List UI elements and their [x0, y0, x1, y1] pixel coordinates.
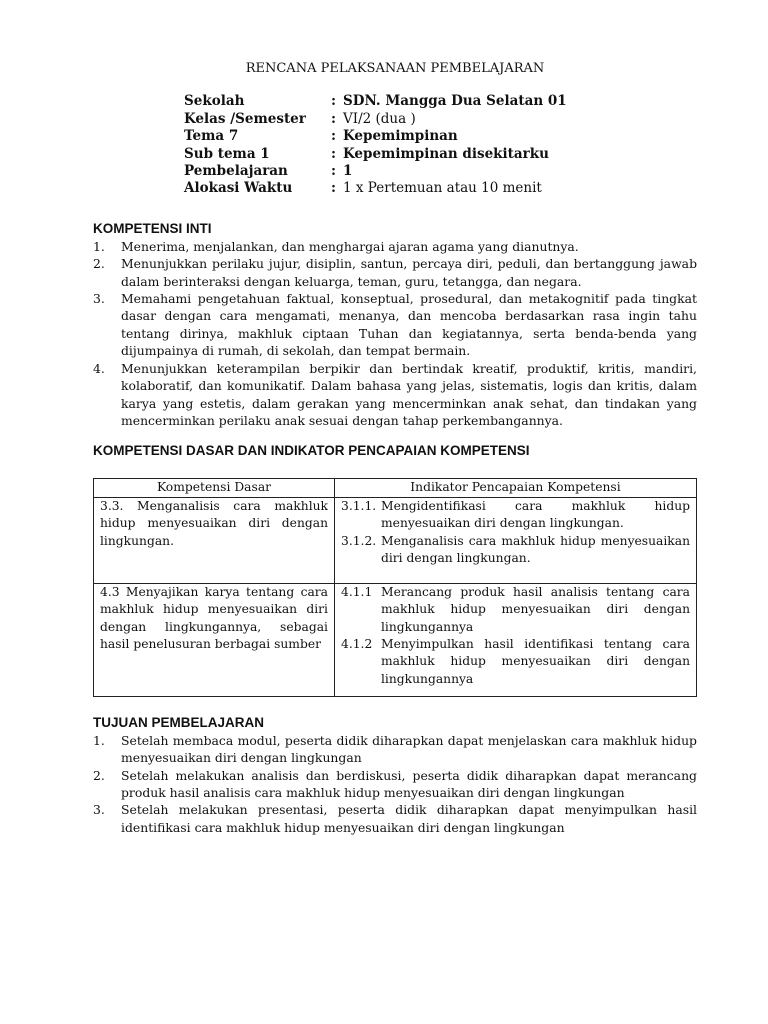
- item-text: Setelah membaca modul, peserta didik diharapkan dapat menjelaskan cara makhluk hidup menyesuaikan diri dengan lingkungan: [121, 732, 697, 766]
- indicator-code: 4.1.2: [341, 636, 373, 651]
- section-heading: KOMPETENSI INTI: [93, 220, 212, 236]
- identity-colon: :: [331, 93, 336, 110]
- identity-label: Sub tema 1: [184, 145, 270, 162]
- kompetensi-dasar-section: [93, 442, 697, 696]
- identity-row-lesson: [184, 163, 697, 180]
- document-title: RENCANA PELAKSANAAN PEMBELAJARAN: [245, 61, 545, 76]
- item-number: 3.: [93, 802, 105, 818]
- indicator-code: 3.1.1.: [341, 498, 377, 513]
- indicator-cell: [335, 497, 697, 583]
- list-item: [93, 255, 697, 290]
- identity-colon: :: [331, 110, 336, 127]
- identity-colon: :: [331, 145, 336, 162]
- identity-value: VI/2 (dua ): [343, 110, 416, 127]
- item-number: 1.: [93, 238, 105, 254]
- section-heading: KOMPETENSI DASAR DAN INDIKATOR PENCAPAIAN KOMPETENSI: [93, 443, 530, 459]
- identity-colon: :: [331, 128, 336, 145]
- item-number: 2.: [93, 256, 105, 272]
- table-header-row: [94, 479, 697, 497]
- item-text: Menunjukkan keterampilan berpikir dan bertindak kreatif, produktif, kritis, mandiri, kolaboratif, dan komunikatif. Dalam bahasa yang jelas, sistematis, logis dan kritis, dalam karya yang estetis, dalam gerakan yang mencerminkan anak sehat, dan tindakan yang mencerminkan perilaku anak sesuai dengan tahap perkembangannya.: [121, 360, 697, 428]
- indicator-code: 4.1.1: [341, 584, 373, 599]
- list-item: [93, 767, 697, 802]
- kompetensi-table: [93, 478, 697, 696]
- list-item: [93, 238, 697, 255]
- list-item: [93, 801, 697, 836]
- identity-value: SDN. Mangga Dua Selatan 01: [343, 93, 567, 110]
- list-item: [93, 360, 697, 430]
- document-page: [93, 60, 697, 836]
- indicator-cell: [335, 583, 697, 696]
- identity-row-school: [184, 93, 697, 110]
- item-text: Menerima, menjalankan, dan menghargai ajaran agama yang dianutnya.: [121, 238, 579, 254]
- indicator-text: Menganalisis cara makhluk hidup menyesuaikan diri dengan lingkungan.: [381, 533, 690, 565]
- identity-label: Tema 7: [184, 128, 239, 145]
- identity-value: Kepemimpinan disekitarku: [343, 145, 549, 162]
- item-number: 1.: [93, 732, 105, 748]
- item-text: Memahami pengetahuan faktual, konseptual, prosedural, dan metakognitif pada tingkat dasar dengan cara mengamati, menanya, dan mencoba berdasarkan rasa ingin tahu tentang dirinya, makhluk ciptaan Tuhan dan kegiatannya, serta benda-benda yang dijumpainya di rumah, di sekolah, dan tempat bermain.: [121, 291, 697, 359]
- column-header: Indikator Pencapaian Kompetensi: [335, 479, 697, 497]
- item-text: Setelah melakukan presentasi, peserta didik diharapkan dapat menyimpulkan hasil identifikasi cara makhluk hidup menyesuaikan diri dengan lingkungan: [121, 802, 697, 835]
- indicator-item: [341, 584, 690, 636]
- identity-label: Pembelajaran: [184, 163, 288, 180]
- kd-cell: 4.3 Menyajikan karya tentang cara makhluk hidup menyesuaikan diri dengan lingkungannya, sebagai hasil penelusuran berbagai sumber: [94, 583, 335, 696]
- indicator-text: Mengidentifikasi cara makhluk hidup menyesuaikan diri dengan lingkungan.: [381, 498, 690, 531]
- tujuan-list: [93, 732, 697, 836]
- list-item: [93, 290, 697, 360]
- kompetensi-inti-section: [93, 220, 697, 429]
- item-text: Setelah melakukan analisis dan berdiskusi, peserta didik diharapkan dapat merancang produk hasil analisis cara makhluk hidup menyesuaikan diri dengan lingkungan: [121, 767, 697, 800]
- indicator-text: Merancang produk hasil analisis tentang cara makhluk hidup menyesuaikan diri dengan lingkungannya: [381, 584, 690, 634]
- indicator-item: [341, 498, 690, 533]
- identity-row-class: [184, 111, 697, 128]
- indicator-item: [341, 533, 690, 568]
- identity-row-time: [184, 180, 697, 197]
- item-text: Menunjukkan perilaku jujur, disiplin, santun, percaya diri, peduli, dan bertanggung jawab dalam berinteraksi dengan keluarga, teman, guru, tetangga, dan negara.: [121, 256, 697, 289]
- identity-colon: :: [331, 180, 336, 197]
- identity-label: Sekolah: [184, 93, 245, 110]
- indicator-item: [341, 636, 690, 688]
- identity-value: 1: [343, 163, 353, 180]
- identity-value: Kepemimpinan: [343, 128, 458, 145]
- section-heading: TUJUAN PEMBELAJARAN: [93, 714, 265, 730]
- table-row: [94, 583, 697, 696]
- kompetensi-inti-list: [93, 238, 697, 429]
- table-row: [94, 497, 697, 583]
- item-number: 4.: [93, 360, 105, 376]
- kd-cell: 3.3. Menganalisis cara makhluk hidup menyesuaikan diri dengan lingkungan.: [94, 497, 335, 583]
- identity-colon: :: [331, 163, 336, 180]
- item-number: 3.: [93, 291, 105, 307]
- identity-label: Alokasi Waktu: [184, 180, 293, 197]
- item-number: 2.: [93, 767, 105, 783]
- column-header: Kompetensi Dasar: [94, 479, 335, 497]
- tujuan-section: [93, 714, 697, 836]
- identity-row-subtheme: [184, 146, 697, 163]
- identity-block: [184, 93, 697, 197]
- indicator-code: 3.1.2.: [341, 533, 377, 548]
- identity-row-theme: [184, 128, 697, 145]
- indicator-text: Menyimpulkan hasil identifikasi tentang cara makhluk hidup menyesuaikan diri dengan lingkungannya: [381, 636, 690, 686]
- identity-value: 1 x Pertemuan atau 10 menit: [343, 180, 542, 197]
- list-item: [93, 732, 697, 767]
- identity-label: Kelas /Semester: [184, 110, 306, 127]
